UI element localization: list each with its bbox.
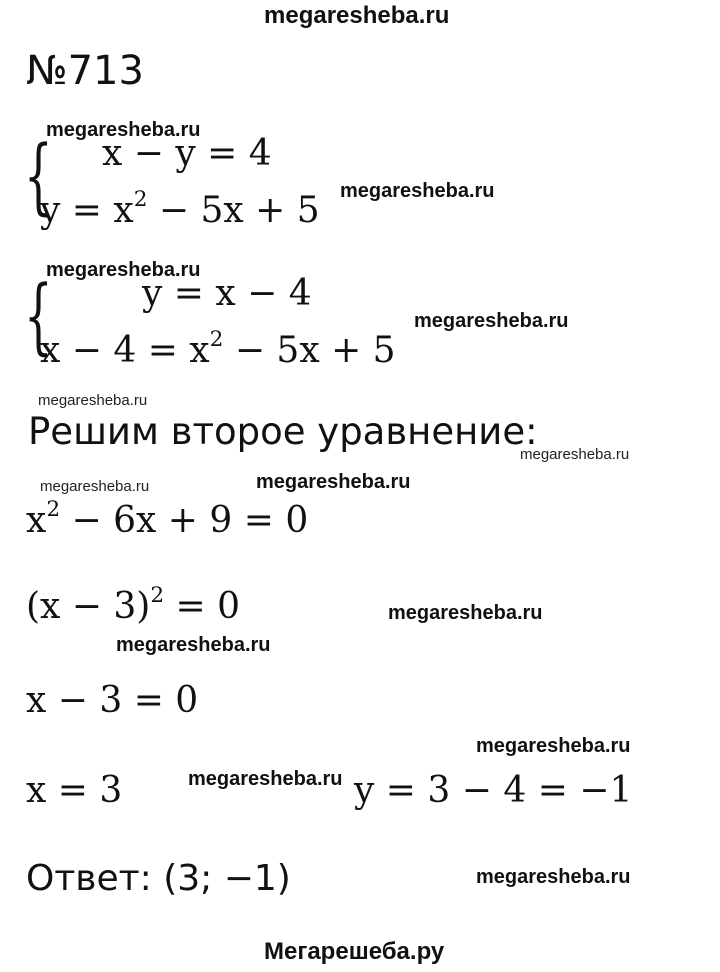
watermark: megaresheba.ru (340, 180, 495, 202)
watermark: megaresheba.ru (388, 602, 543, 624)
system-brace: { (24, 269, 53, 364)
watermark: megaresheba.ru (116, 634, 271, 656)
watermark: megaresheba.ru (40, 478, 150, 495)
system2-equation1: y = x − 4 (142, 273, 312, 314)
equation-step3: x − 3 = 0 (26, 680, 199, 721)
solve-heading: Решим второе уравнение: (28, 410, 538, 453)
equation-step2: $(x - 3)^2 = 0$ (26, 582, 241, 627)
watermark: megaresheba.ru (414, 310, 569, 332)
watermark: megaresheba.ru (476, 866, 631, 888)
system2-equation2: $x - 4 = x^2 - 5x + 5$ (40, 326, 396, 371)
watermark: megaresheba.ru (256, 471, 411, 493)
equation-x-value: x = 3 (26, 770, 123, 811)
system-brace: { (24, 129, 53, 224)
problem-number: №713 (26, 48, 144, 94)
system1-equation2: $y = x^2 - 5x + 5$ (40, 186, 320, 231)
watermark: megaresheba.ru (38, 392, 148, 409)
footer-watermark: Мегарешеба.ру (264, 938, 445, 965)
watermark: megaresheba.ru (188, 768, 343, 790)
watermark: megaresheba.ru (476, 735, 631, 757)
watermark: megaresheba.ru (46, 119, 201, 141)
header-watermark: megaresheba.ru (264, 2, 450, 29)
system1-equation1: x − y = 4 (102, 133, 272, 174)
watermark: megaresheba.ru (46, 259, 201, 281)
answer: Ответ: (3; −1) (26, 858, 291, 899)
equation-y-value: y = 3 − 4 = −1 (354, 770, 633, 811)
equation-step1: $x^2 - 6x + 9 = 0$ (26, 496, 309, 541)
watermark: megaresheba.ru (520, 446, 630, 463)
